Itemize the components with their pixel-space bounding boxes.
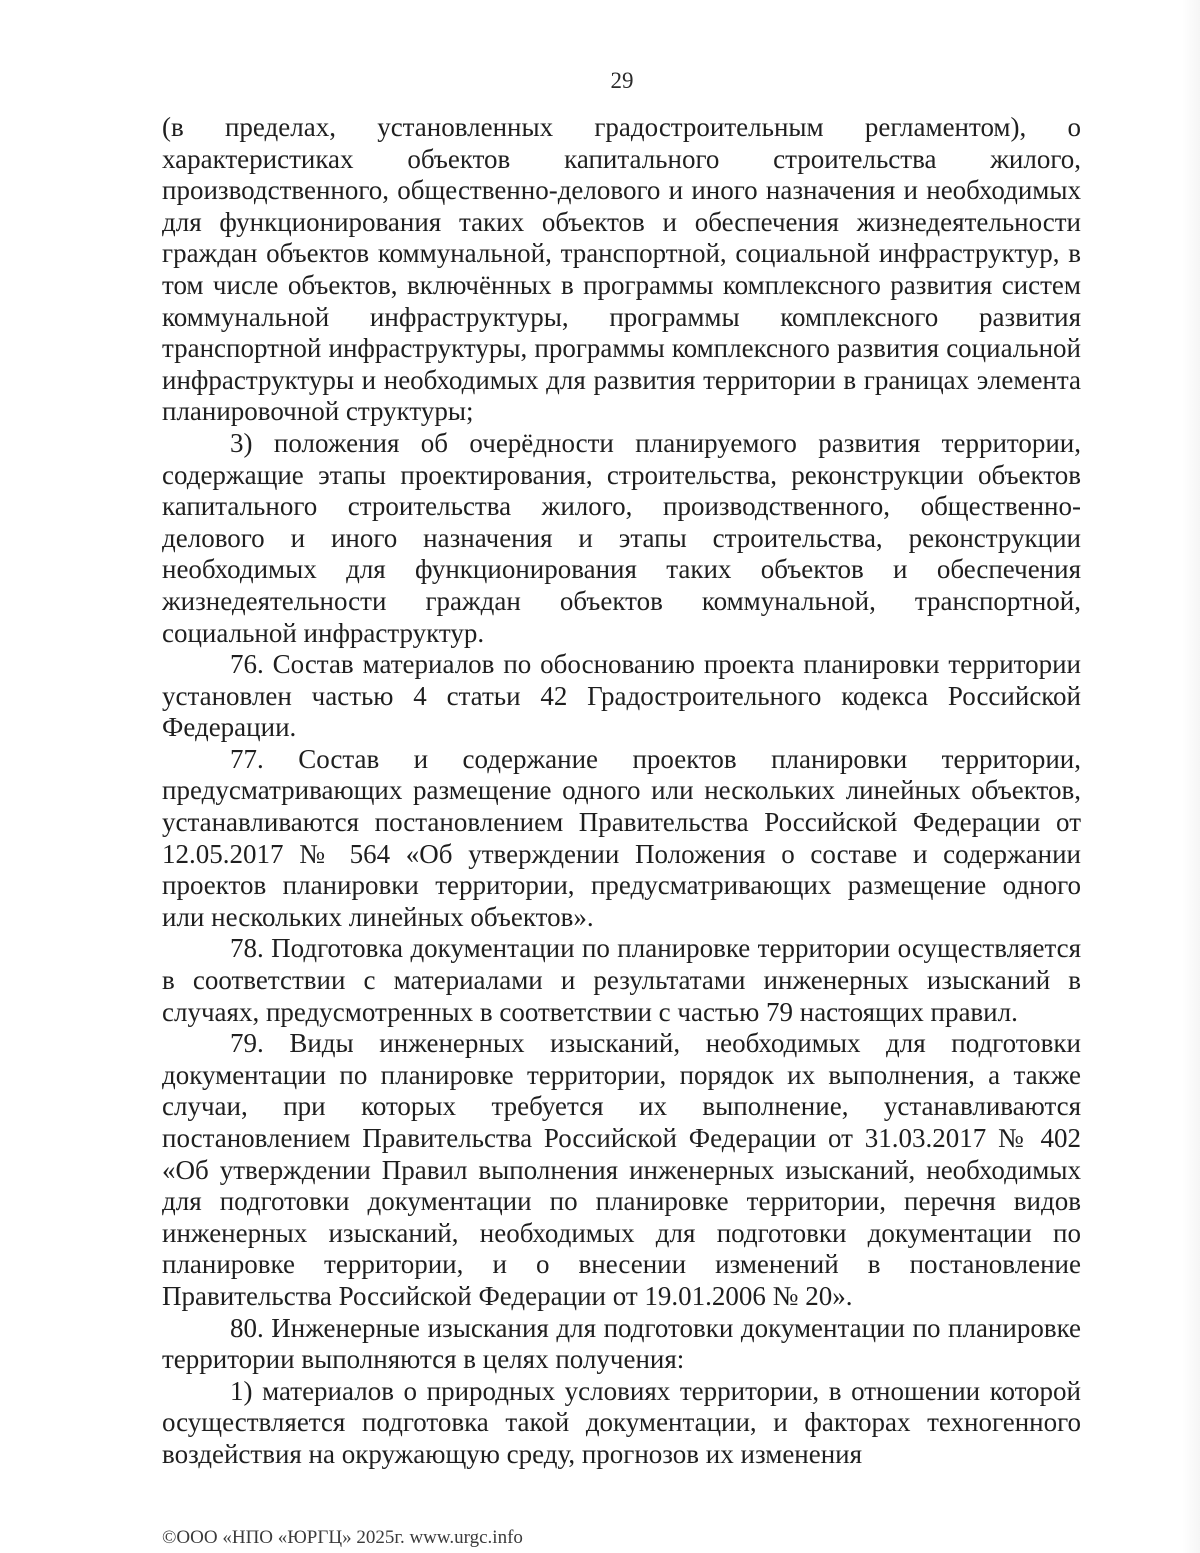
paragraph: 78. Подготовка документации по планировке территории осуществляется в соответствии с материалами и результатами инженерных изысканий в случаях, предусмотренных в соответствии с частью 79 настоящих правил. [162,933,1081,1027]
paragraph: 3) положения об очерёдности планируемого развития территории, содержащие этапы проектирования, строительства, реконструкции объектов капитального строительства жилого, производственного, общественно-делового и иного назначения и этапы строительства, реконструкции необходимых для функционирования таких объектов и обеспечения жизнедеятельности граждан объектов коммунальной, транспортной, социальной инфраструктур. [162,427,1081,648]
paragraph: 80. Инженерные изыскания для подготовки документации по планировке территории выполняются в целях получения: [162,1312,1081,1375]
paragraph: 1) материалов о природных условиях территории, в отношении которой осуществляется подготовка такой документации, и факторах техногенного воздействия на окружающую среду, прогнозов их изменения [162,1375,1081,1469]
paragraph: (в пределах, установленных градостроительным регламентом), о характеристиках объектов капитального строительства жилого, производственного, общественно-делового и иного назначения и необходимых для функционирования таких объектов и обеспечения жизнедеятельности граждан объектов коммунальной, транспортной, социальной инфраструктур, в том числе объектов, включённых в программы комплексного развития систем коммунальной инфраструктуры, программы комплексного развития транспортной инфраструктуры, программы комплексного развития социальной инфраструктуры и необходимых для развития территории в границах элемента планировочной структуры; [162,112,1081,427]
paragraph: 76. Состав материалов по обоснованию проекта планировки территории установлен частью 4 статьи 42 Градостроительного кодекса Российской Федерации. [162,649,1081,743]
paragraph: 79. Виды инженерных изысканий, необходимых для подготовки документации по планировке территории, порядок их выполнения, а также случаи, при которых требуется их выполнение, устанавливаются постановлением Правительства Российской Федерации от 31.03.2017 № 402 «Об утверждении Правил выполнения инженерных изысканий, необходимых для подготовки документации по планировке территории, перечня видов инженерных изысканий, необходимых для подготовки документации по планировке территории, и о внесении изменений в постановление Правительства Российской Федерации от 19.01.2006 № 20». [162,1028,1081,1311]
page-number: 29 [610,68,634,93]
paragraph: 77. Состав и содержание проектов планировки территории, предусматривающих размещение одного или нескольких линейных объектов, устанавливаются постановлением Правительства Российской Федерации от 12.05.2017 № 564 «Об утверждении Положения о составе и содержании проектов планировки территории, предусматривающих размещение одного или нескольких линейных объектов». [162,743,1081,932]
document-body [162,112,1081,1471]
scan-edge-shadow [1182,0,1200,1553]
footer-copyright: ©ООО «НПО «ЮРГЦ» 2025г. www.urgc.info [162,1527,523,1548]
